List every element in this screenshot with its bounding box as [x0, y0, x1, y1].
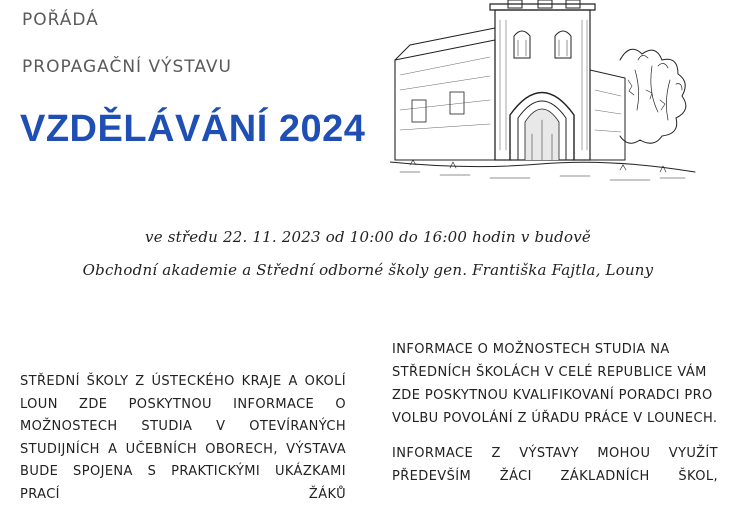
- event-venue-line: Obchodní akademie a Střední odborné školy gen. Františka Fajtla, Louny: [82, 261, 654, 279]
- castle-gate-sketch-icon: [390, 0, 700, 185]
- page-title: VZDĚLÁVÁNÍ 2024: [20, 108, 366, 150]
- right-paragraph-2: INFORMACE Z VÝSTAVY MOHOU VYUŽÍT PŘEDEVŠÍM ŽÁCI ZÁKLADNÍCH ŠKOL,: [392, 446, 718, 484]
- kicker-line-2: PROPAGAČNÍ VÝSTAVU: [22, 57, 232, 77]
- event-date-line: ve středu 22. 11. 2023 od 10:00 do 16:00 hodin v budově: [145, 228, 591, 246]
- kicker-line-1: POŘÁDÁ: [22, 10, 99, 30]
- right-column-text: [392, 338, 718, 488]
- left-paragraph: STŘEDNÍ ŠKOLY Z ÚSTECKÉHO KRAJE A OKOLÍ LOUN ZDE POSKYTNOU INFORMACE O MOŽNOSTECH STUDIA V OTEVÍRANÝCH STUDIJNÍCH A UČEBNÍCH OBORECH, VÝSTAVA BUDE SPOJENA S PRAKTICKÝMI UKÁZKAMI PRACÍ ŽÁKŮ: [20, 374, 346, 502]
- right-paragraph-1: INFORMACE O MOŽNOSTECH STUDIA NA STŘEDNÍCH ŠKOLÁCH V CELÉ REPUBLICE VÁM ZDE POSKYTNOU KVALIFIKOVANÍ PORADCI PRO VOLBU POVOLÁNÍ Z ÚŘADU PRÁCE V LOUNECH.: [392, 342, 718, 426]
- left-column-text: [20, 371, 346, 506]
